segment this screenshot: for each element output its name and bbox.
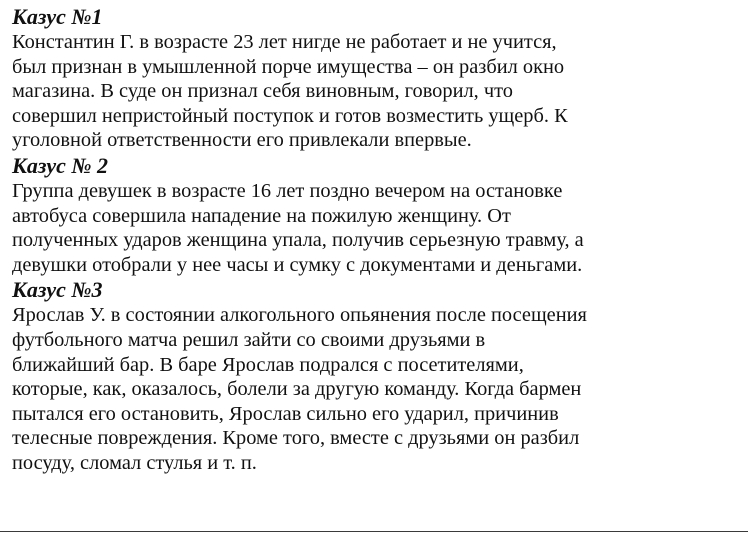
case-2-title: Казус № 2 xyxy=(12,152,109,178)
text-line: ближайший бар. В баре Ярослав подрался с посетителями, xyxy=(12,353,524,376)
case-1-title: Казус №1 xyxy=(12,4,103,29)
text-line: совершил непристойный поступок и готов возместить ущерб. К xyxy=(12,104,568,127)
case-3 xyxy=(12,277,742,475)
text-line: Ярослав У. в состоянии алкогольного опьянения после посещения xyxy=(12,304,587,327)
text-line: полученных ударов женщина упала, получив серьезную травму, а xyxy=(12,229,584,252)
text-line: телесные повреждения. Кроме того, вместе с друзьями он разбил xyxy=(12,427,580,450)
document-page xyxy=(12,4,742,476)
case-1 xyxy=(12,4,742,153)
text-line: посуду, сломал стулья и т. п. xyxy=(12,451,257,474)
case-3-body xyxy=(12,303,742,475)
text-line: пытался его остановить, Ярослав сильно его ударил, причинив xyxy=(12,402,559,425)
text-line: которые, как, оказалось, болели за другую команду. Когда бармен xyxy=(12,378,582,401)
bottom-divider xyxy=(0,531,748,532)
case-2 xyxy=(12,153,742,277)
text-line: Группа девушек в возрасте 16 лет поздно вечером на остановке xyxy=(12,179,563,202)
text-line: девушки отобрали у нее часы и сумку с документами и деньгами. xyxy=(12,253,583,276)
case-3-title: Казус №3 xyxy=(12,277,103,303)
case-1-body xyxy=(12,30,742,153)
text-line: уголовной ответственности его привлекали впервые. xyxy=(12,129,472,152)
text-line: футбольного матча решил зайти со своими друзьями в xyxy=(12,328,486,351)
case-2-body xyxy=(12,179,742,277)
text-line: был признан в умышленной порче имущества – он разбил окно xyxy=(12,55,565,78)
text-line: автобуса совершила нападение на пожилую женщину. От xyxy=(12,204,511,227)
text-line: магазина. В суде он признал себя виновным, говорил, что xyxy=(12,80,513,103)
text-line: Константин Г. в возрасте 23 лет нигде не работает и не учится, xyxy=(12,31,557,53)
